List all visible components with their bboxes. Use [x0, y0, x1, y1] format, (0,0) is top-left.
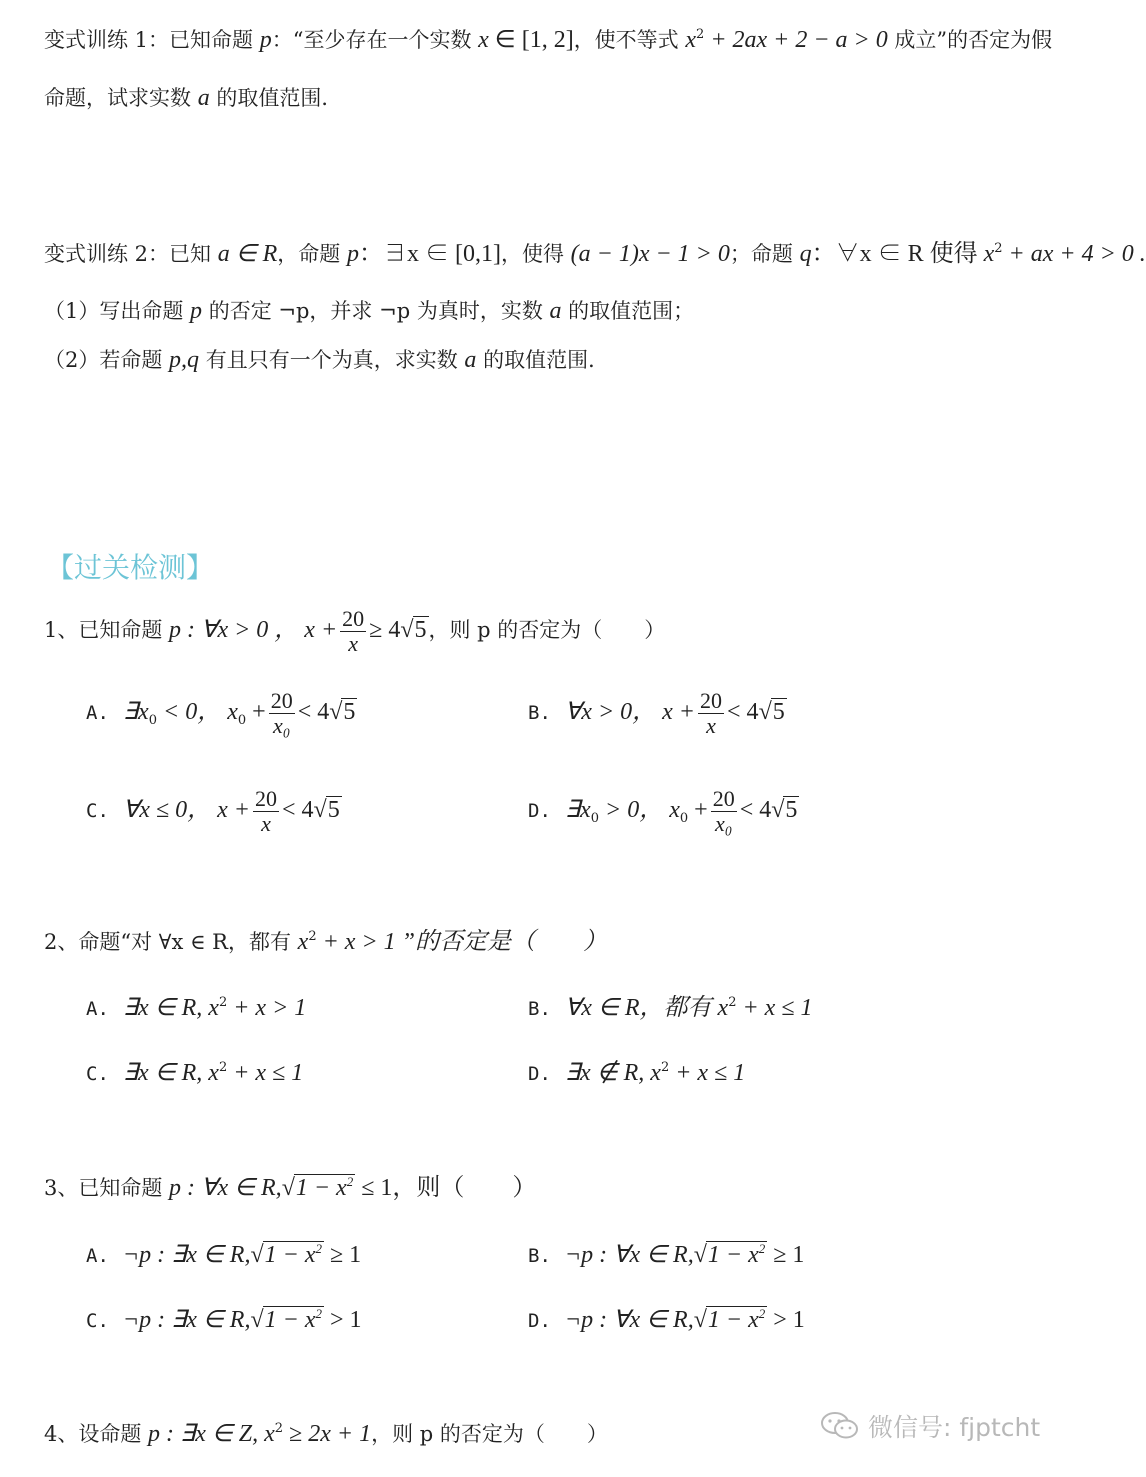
section-title-checkpoint: 【过关检测】 — [46, 551, 215, 584]
problem1-option-b[interactable]: B. ∀x > 0， x + $\frac{20}{x}$ < 4√5 — [528, 688, 785, 738]
problem3-option-d[interactable]: D. ¬p : ∀x ∈ $R,√1 - x^2 > 1$ — [528, 1306, 805, 1333]
problem3-option-b[interactable]: B. ¬p : ∀x ∈ $R,√1 - x^2 \ge 1$ — [528, 1241, 805, 1268]
wechat-icon — [820, 1410, 860, 1448]
problem2-option-b[interactable]: B. ∀x ∈ R，都有 $x^2 + x \le 1$ — [528, 995, 813, 1021]
problem2-stem: 2、命题“对 ∀x ∈ R，都有 $x^2 + x > 1$ ”的否定是（ ） — [44, 929, 607, 955]
problem3-stem: 3、已知命题 p : ∀x ∈ $R,√1 - x^2 \le 1$，则（ ） — [44, 1174, 537, 1201]
problem3-option-a[interactable]: A. ¬p : ∃x ∈ $R,√1 - x^2 \ge 1$ — [86, 1241, 362, 1268]
variant1-line1: 变式训练 1：已知命题 p：“至少存在一个实数 x ∈ [1, 2]，使不等式 $x^2 + 2ax + 2 - a > 0$ 成立”的否定为假 — [44, 27, 1053, 53]
variant2-line1: 变式训练 2：已知 a ∈ R，命题 p：∃x ∈ [0,1]，使得 (a − 1)x − 1 > 0；命题 q：∀x ∈ R 使得 $x^2$ + ax + 4 > 0 . — [44, 241, 1146, 267]
problem1-stem: 1、已知命题 p : ∀x > 0 ， x + $\frac{20}{x}$ ≥ 4√5，则 p 的否定为（ ） — [44, 606, 666, 656]
problem2-option-d[interactable]: D. ∃x ∉ R, $x^2 + x \le 1$ — [528, 1060, 746, 1086]
wechat-watermark — [820, 1408, 1040, 1448]
problem2-option-c[interactable]: C. ∃x ∈ R, $x^2 + x \le 1$ — [86, 1060, 304, 1086]
variant2-question1: （1）写出命题 p 的否定 ¬p，并求 ¬p 为真时，实数 a 的取值范围； — [44, 298, 695, 324]
variant2-question2: （2）若命题 p,q 有且只有一个为真，求实数 a 的取值范围． — [44, 347, 610, 373]
problem4-stem: 4、设命题 p : ∃x ∈ Z, $x^2 \ge 2x + 1$，则 p 的否定为（ ） — [44, 1421, 608, 1447]
problem1-option-d[interactable]: D. $\exists x_0 > 0$， $x_0$ + $\frac{20}{\text{x₀}}$ < 4√5 — [528, 786, 798, 836]
problem1-option-a[interactable]: A. $\exists x_0 < 0$， $x_0$ + $\frac{20}{\text{x₀}}$ < 4√5 — [86, 688, 356, 738]
fraction: $\frac{20}{x}$ — [342, 606, 365, 656]
watermark-text: 微信号: fjptcht — [868, 1413, 1041, 1442]
variant1-line2: 命题，试求实数 a 的取值范围． — [44, 85, 343, 111]
problem2-option-a[interactable]: A. ∃x ∈ R, $x^2 + x > 1$ — [86, 995, 307, 1021]
problem3-option-c[interactable]: C. ¬p : ∃x ∈ $R,√1 - x^2 > 1$ — [86, 1306, 362, 1333]
problem1-option-c[interactable]: C. ∀x ≤ 0， x + $\frac{20}{x}$ < 4√5 — [86, 786, 340, 836]
